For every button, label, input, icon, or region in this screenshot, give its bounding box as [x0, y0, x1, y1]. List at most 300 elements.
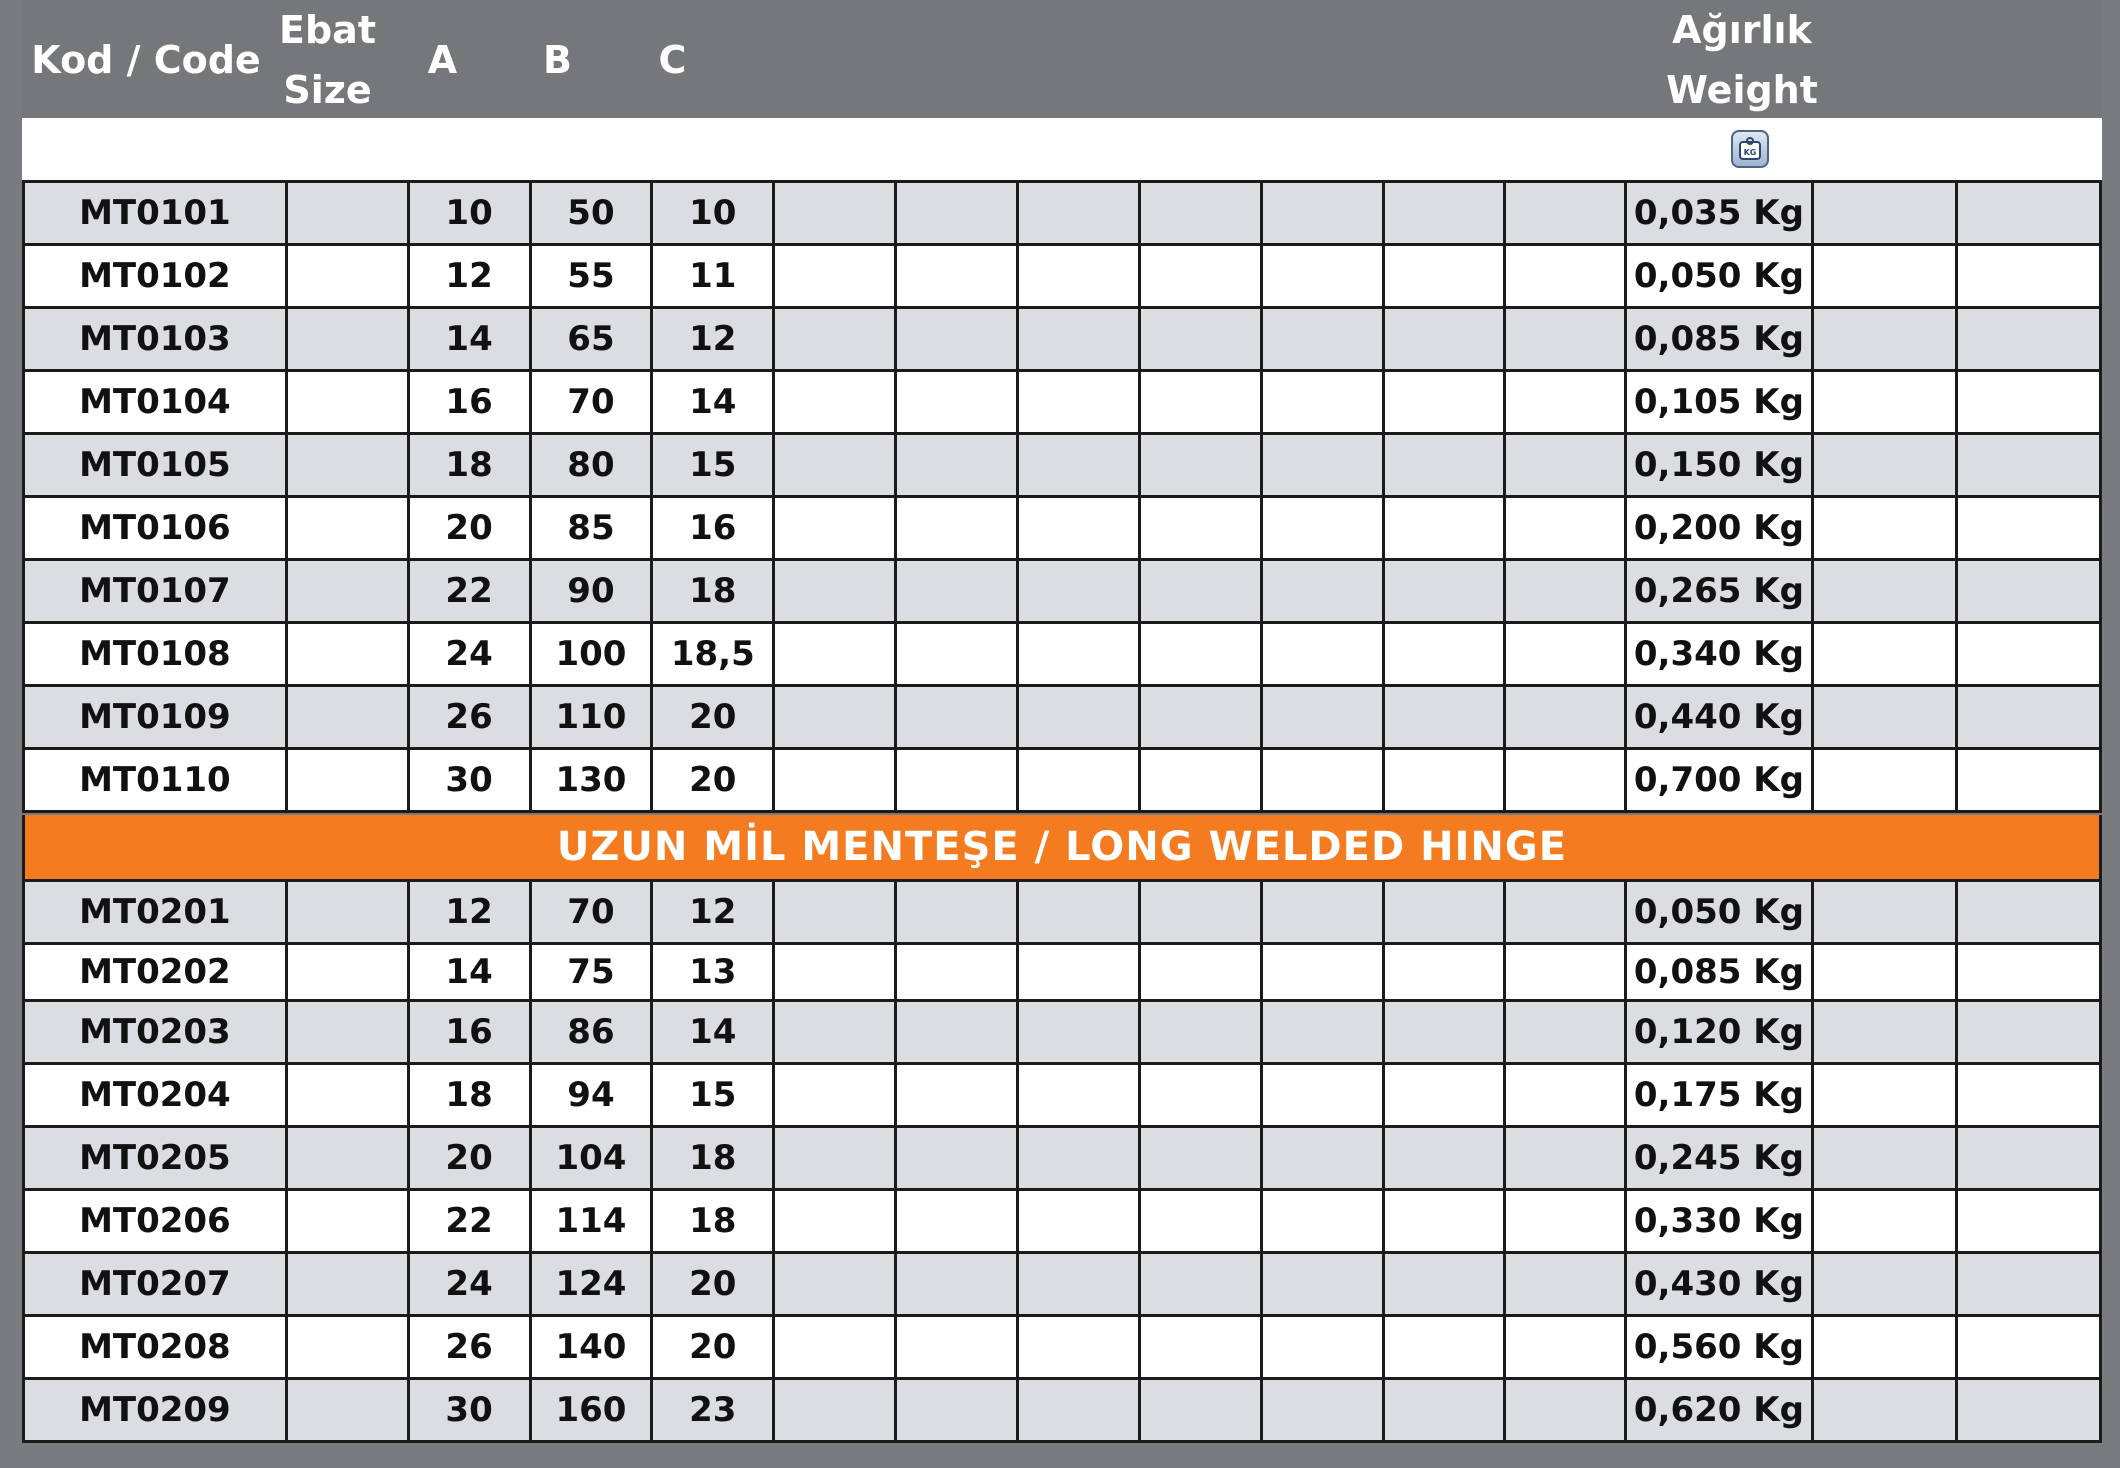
empty-cell — [774, 623, 896, 686]
empty-cell — [1956, 560, 2100, 623]
empty-cell — [1017, 749, 1139, 812]
empty-cell — [1139, 1253, 1261, 1316]
empty-cell — [1261, 1316, 1383, 1379]
empty-cell — [1261, 944, 1383, 1001]
empty-cell — [1383, 308, 1505, 371]
empty-cell — [1383, 1253, 1505, 1316]
empty-cell — [896, 881, 1018, 944]
header-weight-line2: Weight — [1666, 68, 1818, 112]
empty-cell — [1139, 881, 1261, 944]
code-cell: MT0201 — [24, 881, 287, 944]
empty-cell — [1017, 1316, 1139, 1379]
empty-cell — [896, 182, 1018, 245]
empty-cell — [896, 1379, 1018, 1442]
weight-cell: 0,120 Kg — [1626, 1001, 1813, 1064]
weight-cell: 0,035 Kg — [1626, 182, 1813, 245]
weight-cell: 0,330 Kg — [1626, 1190, 1813, 1253]
table-row — [24, 686, 2101, 749]
b-cell: 80 — [530, 434, 652, 497]
weight-cell: 0,085 Kg — [1626, 308, 1813, 371]
empty-cell — [1812, 623, 1956, 686]
empty-cell — [1505, 686, 1626, 749]
table-row — [24, 182, 2101, 245]
empty-cell — [1505, 434, 1626, 497]
code-cell: MT0203 — [24, 1001, 287, 1064]
empty-cell — [1956, 1190, 2100, 1253]
empty-cell — [1812, 1001, 1956, 1064]
section-title-bar: UZUN MİL MENTEŞE / LONG WELDED HINGE — [22, 815, 2102, 879]
empty-cell — [1261, 434, 1383, 497]
weight-cell: 0,050 Kg — [1626, 245, 1813, 308]
empty-cell — [774, 1316, 896, 1379]
a-cell: 18 — [408, 434, 530, 497]
spec-table-standard — [22, 180, 2102, 813]
size-cell — [286, 182, 408, 245]
a-cell: 10 — [408, 182, 530, 245]
table-row — [24, 1064, 2101, 1127]
header-a: A — [427, 38, 458, 82]
size-cell — [286, 686, 408, 749]
size-cell — [286, 308, 408, 371]
empty-cell — [1017, 245, 1139, 308]
empty-cell — [1812, 1253, 1956, 1316]
b-cell: 70 — [530, 881, 652, 944]
empty-cell — [1017, 1001, 1139, 1064]
a-cell: 30 — [408, 749, 530, 812]
code-cell: MT0101 — [24, 182, 287, 245]
b-cell: 130 — [530, 749, 652, 812]
empty-cell — [1505, 1127, 1626, 1190]
table-row — [24, 749, 2101, 812]
empty-cell — [1383, 1190, 1505, 1253]
empty-cell — [774, 182, 896, 245]
empty-cell — [1261, 881, 1383, 944]
size-cell — [286, 497, 408, 560]
weight-cell: 0,440 Kg — [1626, 686, 1813, 749]
a-cell: 12 — [408, 245, 530, 308]
empty-cell — [1383, 1127, 1505, 1190]
empty-cell — [1017, 1253, 1139, 1316]
empty-cell — [1956, 434, 2100, 497]
a-cell: 16 — [408, 1001, 530, 1064]
empty-cell — [1812, 944, 1956, 1001]
empty-cell — [1139, 1316, 1261, 1379]
empty-cell — [1505, 623, 1626, 686]
code-cell: MT0108 — [24, 623, 287, 686]
weight-cell: 0,340 Kg — [1626, 623, 1813, 686]
size-cell — [286, 1190, 408, 1253]
size-cell — [286, 1316, 408, 1379]
c-cell: 15 — [652, 434, 774, 497]
empty-cell — [1812, 371, 1956, 434]
header-b: B — [543, 38, 572, 82]
empty-cell — [774, 749, 896, 812]
empty-cell — [1956, 944, 2100, 1001]
empty-cell — [1956, 623, 2100, 686]
empty-cell — [1505, 749, 1626, 812]
empty-cell — [1505, 1001, 1626, 1064]
empty-cell — [1956, 308, 2100, 371]
empty-cell — [1261, 1001, 1383, 1064]
weight-cell: 0,245 Kg — [1626, 1127, 1813, 1190]
header-c: C — [658, 38, 687, 82]
empty-cell — [1812, 497, 1956, 560]
empty-cell — [1505, 1064, 1626, 1127]
size-cell — [286, 749, 408, 812]
empty-cell — [1017, 434, 1139, 497]
empty-cell — [896, 1190, 1018, 1253]
empty-cell — [1812, 1316, 1956, 1379]
c-cell: 14 — [652, 1001, 774, 1064]
code-cell: MT0204 — [24, 1064, 287, 1127]
code-cell: MT0206 — [24, 1190, 287, 1253]
empty-cell — [1139, 1001, 1261, 1064]
empty-cell — [1812, 1064, 1956, 1127]
size-cell — [286, 944, 408, 1001]
header-size-line1: Ebat — [279, 8, 376, 52]
a-cell: 12 — [408, 881, 530, 944]
empty-cell — [1261, 245, 1383, 308]
empty-cell — [1956, 1064, 2100, 1127]
empty-cell — [896, 1001, 1018, 1064]
empty-cell — [1383, 560, 1505, 623]
empty-cell — [1383, 182, 1505, 245]
table-row — [24, 944, 2101, 1001]
empty-cell — [1139, 1190, 1261, 1253]
empty-cell — [1812, 686, 1956, 749]
b-cell: 65 — [530, 308, 652, 371]
table-row — [24, 434, 2101, 497]
empty-cell — [1956, 182, 2100, 245]
empty-cell — [1261, 1190, 1383, 1253]
size-cell — [286, 371, 408, 434]
empty-cell — [1505, 1253, 1626, 1316]
empty-cell — [774, 1190, 896, 1253]
empty-cell — [1261, 497, 1383, 560]
empty-cell — [1017, 1064, 1139, 1127]
c-cell: 11 — [652, 245, 774, 308]
code-cell: MT0208 — [24, 1316, 287, 1379]
empty-cell — [1505, 560, 1626, 623]
empty-cell — [1139, 308, 1261, 371]
size-cell — [286, 1001, 408, 1064]
empty-cell — [1383, 944, 1505, 1001]
c-cell: 23 — [652, 1379, 774, 1442]
empty-cell — [1139, 623, 1261, 686]
empty-cell — [1505, 497, 1626, 560]
table-row — [24, 1253, 2101, 1316]
empty-cell — [896, 686, 1018, 749]
empty-cell — [1505, 1190, 1626, 1253]
product-spec-sheet — [22, 0, 2102, 1448]
empty-cell — [896, 749, 1018, 812]
empty-cell — [774, 497, 896, 560]
empty-cell — [1261, 1379, 1383, 1442]
empty-cell — [1017, 1379, 1139, 1442]
empty-cell — [1261, 1253, 1383, 1316]
empty-cell — [1017, 308, 1139, 371]
c-cell: 14 — [652, 371, 774, 434]
table-row — [24, 308, 2101, 371]
empty-cell — [1017, 881, 1139, 944]
b-cell: 55 — [530, 245, 652, 308]
empty-cell — [1956, 749, 2100, 812]
empty-cell — [1505, 308, 1626, 371]
svg-text:KG: KG — [1743, 148, 1757, 157]
empty-cell — [1956, 371, 2100, 434]
size-cell — [286, 560, 408, 623]
empty-cell — [1139, 1127, 1261, 1190]
empty-cell — [1383, 749, 1505, 812]
code-cell: MT0109 — [24, 686, 287, 749]
code-cell: MT0105 — [24, 434, 287, 497]
b-cell: 90 — [530, 560, 652, 623]
empty-cell — [774, 434, 896, 497]
empty-cell — [1017, 1190, 1139, 1253]
empty-cell — [1139, 686, 1261, 749]
empty-cell — [1812, 1190, 1956, 1253]
a-cell: 14 — [408, 308, 530, 371]
empty-cell — [1812, 434, 1956, 497]
empty-cell — [1956, 1253, 2100, 1316]
empty-cell — [1383, 497, 1505, 560]
empty-cell — [1261, 1127, 1383, 1190]
empty-cell — [774, 560, 896, 623]
c-cell: 20 — [652, 1253, 774, 1316]
empty-cell — [1956, 497, 2100, 560]
empty-cell — [896, 1316, 1018, 1379]
empty-cell — [896, 497, 1018, 560]
table-row — [24, 371, 2101, 434]
empty-cell — [1017, 182, 1139, 245]
b-cell: 114 — [530, 1190, 652, 1253]
empty-cell — [896, 245, 1018, 308]
size-cell — [286, 245, 408, 308]
size-cell — [286, 1127, 408, 1190]
weight-cell: 0,200 Kg — [1626, 497, 1813, 560]
b-cell: 86 — [530, 1001, 652, 1064]
c-cell: 15 — [652, 1064, 774, 1127]
empty-cell — [896, 1064, 1018, 1127]
weight-cell: 0,150 Kg — [1626, 434, 1813, 497]
a-cell: 26 — [408, 686, 530, 749]
table-row — [24, 1316, 2101, 1379]
empty-cell — [1261, 182, 1383, 245]
empty-cell — [1812, 245, 1956, 308]
empty-cell — [1383, 434, 1505, 497]
empty-cell — [896, 1253, 1018, 1316]
code-cell: MT0106 — [24, 497, 287, 560]
b-cell: 124 — [530, 1253, 652, 1316]
empty-cell — [774, 371, 896, 434]
empty-cell — [1017, 623, 1139, 686]
size-cell — [286, 623, 408, 686]
empty-cell — [896, 560, 1018, 623]
empty-cell — [1017, 497, 1139, 560]
empty-cell — [774, 686, 896, 749]
empty-cell — [1505, 371, 1626, 434]
empty-cell — [1139, 749, 1261, 812]
b-cell: 100 — [530, 623, 652, 686]
empty-cell — [1956, 881, 2100, 944]
c-cell: 12 — [652, 881, 774, 944]
header-size-line2: Size — [283, 68, 372, 112]
empty-cell — [1812, 1127, 1956, 1190]
c-cell: 20 — [652, 749, 774, 812]
empty-cell — [1261, 623, 1383, 686]
table-row — [24, 245, 2101, 308]
empty-cell — [1956, 686, 2100, 749]
empty-cell — [1812, 881, 1956, 944]
code-cell: MT0209 — [24, 1379, 287, 1442]
c-cell: 18 — [652, 1127, 774, 1190]
b-cell: 104 — [530, 1127, 652, 1190]
c-cell: 20 — [652, 1316, 774, 1379]
empty-cell — [1139, 182, 1261, 245]
empty-cell — [1505, 1379, 1626, 1442]
empty-cell — [1383, 1316, 1505, 1379]
code-cell: MT0102 — [24, 245, 287, 308]
weight-scale-icon — [1731, 130, 1769, 168]
empty-cell — [896, 1127, 1018, 1190]
weight-cell: 0,105 Kg — [1626, 371, 1813, 434]
size-cell — [286, 1379, 408, 1442]
weight-cell: 0,620 Kg — [1626, 1379, 1813, 1442]
empty-cell — [1505, 245, 1626, 308]
table-header — [22, 0, 2102, 118]
empty-cell — [1261, 749, 1383, 812]
empty-cell — [896, 434, 1018, 497]
empty-cell — [1017, 1127, 1139, 1190]
b-cell: 140 — [530, 1316, 652, 1379]
empty-cell — [896, 371, 1018, 434]
empty-cell — [1956, 1127, 2100, 1190]
b-cell: 110 — [530, 686, 652, 749]
empty-cell — [1139, 560, 1261, 623]
table-row — [24, 1379, 2101, 1442]
weight-cell: 0,700 Kg — [1626, 749, 1813, 812]
c-cell: 20 — [652, 686, 774, 749]
code-cell: MT0207 — [24, 1253, 287, 1316]
empty-cell — [1505, 944, 1626, 1001]
b-cell: 70 — [530, 371, 652, 434]
c-cell: 12 — [652, 308, 774, 371]
a-cell: 22 — [408, 1190, 530, 1253]
empty-cell — [1956, 1379, 2100, 1442]
c-cell: 10 — [652, 182, 774, 245]
b-cell: 160 — [530, 1379, 652, 1442]
a-cell: 30 — [408, 1379, 530, 1442]
empty-cell — [774, 1253, 896, 1316]
empty-cell — [1139, 371, 1261, 434]
table-row — [24, 560, 2101, 623]
code-cell: MT0107 — [24, 560, 287, 623]
empty-cell — [774, 1379, 896, 1442]
empty-cell — [774, 1001, 896, 1064]
a-cell: 26 — [408, 1316, 530, 1379]
empty-cell — [1139, 944, 1261, 1001]
empty-cell — [774, 308, 896, 371]
empty-cell — [1812, 182, 1956, 245]
code-cell: MT0110 — [24, 749, 287, 812]
empty-cell — [774, 881, 896, 944]
empty-cell — [1017, 371, 1139, 434]
empty-cell — [1139, 1064, 1261, 1127]
a-cell: 16 — [408, 371, 530, 434]
empty-cell — [1383, 1064, 1505, 1127]
weight-cell: 0,050 Kg — [1626, 881, 1813, 944]
empty-cell — [1956, 245, 2100, 308]
a-cell: 14 — [408, 944, 530, 1001]
weight-cell: 0,085 Kg — [1626, 944, 1813, 1001]
empty-cell — [774, 944, 896, 1001]
c-cell: 18 — [652, 560, 774, 623]
empty-cell — [1017, 944, 1139, 1001]
c-cell: 16 — [652, 497, 774, 560]
size-cell — [286, 881, 408, 944]
empty-cell — [1261, 560, 1383, 623]
empty-cell — [1505, 881, 1626, 944]
table-row — [24, 881, 2101, 944]
empty-cell — [1139, 1379, 1261, 1442]
empty-cell — [1812, 749, 1956, 812]
c-cell: 13 — [652, 944, 774, 1001]
c-cell: 18,5 — [652, 623, 774, 686]
b-cell: 50 — [530, 182, 652, 245]
b-cell: 85 — [530, 497, 652, 560]
empty-cell — [1261, 686, 1383, 749]
spec-table-long-welded — [22, 879, 2102, 1443]
empty-cell — [1812, 560, 1956, 623]
code-cell: MT0202 — [24, 944, 287, 1001]
a-cell: 22 — [408, 560, 530, 623]
size-cell — [286, 1253, 408, 1316]
empty-cell — [1017, 560, 1139, 623]
code-cell: MT0205 — [24, 1127, 287, 1190]
empty-cell — [1956, 1001, 2100, 1064]
table-row — [24, 1127, 2101, 1190]
empty-cell — [1505, 1316, 1626, 1379]
empty-cell — [896, 623, 1018, 686]
size-cell — [286, 434, 408, 497]
empty-cell — [774, 1127, 896, 1190]
a-cell: 20 — [408, 1127, 530, 1190]
table-row — [24, 623, 2101, 686]
code-cell: MT0104 — [24, 371, 287, 434]
empty-cell — [1383, 245, 1505, 308]
weight-cell: 0,175 Kg — [1626, 1064, 1813, 1127]
b-cell: 75 — [530, 944, 652, 1001]
empty-cell — [1383, 1379, 1505, 1442]
empty-cell — [896, 308, 1018, 371]
empty-cell — [1812, 1379, 1956, 1442]
empty-cell — [774, 245, 896, 308]
weight-cell: 0,265 Kg — [1626, 560, 1813, 623]
empty-cell — [1139, 245, 1261, 308]
empty-cell — [1261, 371, 1383, 434]
b-cell: 94 — [530, 1064, 652, 1127]
empty-cell — [1261, 308, 1383, 371]
empty-cell — [1017, 686, 1139, 749]
empty-cell — [1383, 623, 1505, 686]
empty-cell — [1383, 371, 1505, 434]
header-weight-line1: Ağırlık — [1672, 8, 1812, 52]
icon-row — [22, 118, 2102, 180]
weight-cell: 0,430 Kg — [1626, 1253, 1813, 1316]
table-row — [24, 497, 2101, 560]
a-cell: 24 — [408, 623, 530, 686]
empty-cell — [1139, 497, 1261, 560]
